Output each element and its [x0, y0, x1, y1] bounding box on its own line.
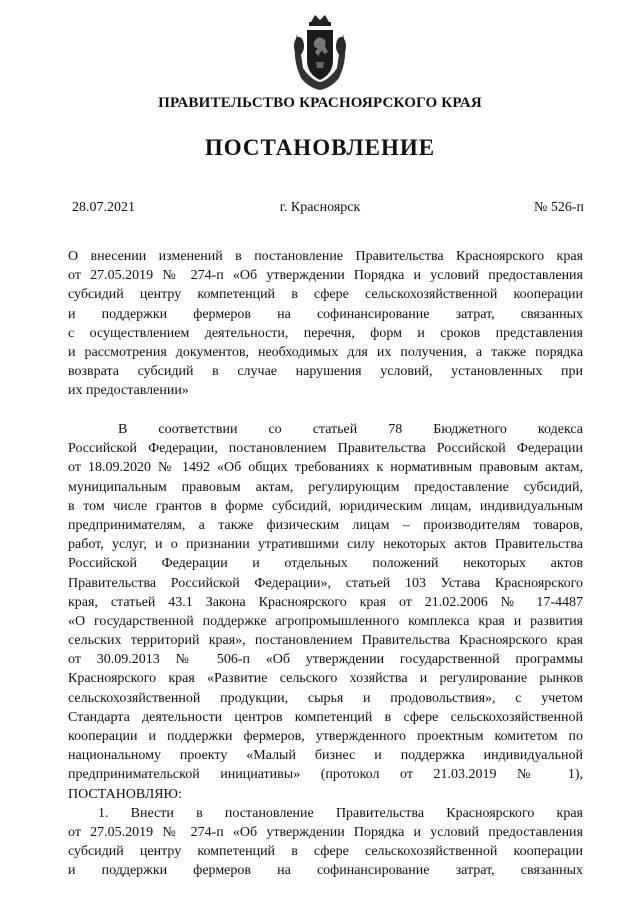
subject-line: возврата субсидий в случае нарушения условий, установленных при: [68, 364, 583, 380]
document-city: г. Красноярск: [279, 200, 361, 215]
body-line: ПОСТАНОВЛЯЮ:: [68, 786, 182, 802]
body-line: предпринимательской инициативы» (протокол от 21.03.2019 № 1),: [68, 767, 583, 783]
body-line: предпринимателям, а также физическим лицам – производителям товаров,: [68, 517, 583, 533]
document-date: 28.07.2021: [72, 200, 135, 215]
subject-line: субсидий центру компетенций в сфере сельскохозяйственной кооперации: [68, 287, 583, 303]
body-line: сельских территорий края», постановлением Правительства Красноярского края: [68, 633, 583, 649]
body-line: в том числе грантов в форме субсидий, юридическим лицам, индивидуальным: [68, 498, 583, 514]
subject-line: с осуществлением деятельности, перечня, форм и сроков представления: [68, 325, 583, 341]
subject-line: О внесении изменений в постановление Правительства Красноярского края: [68, 249, 583, 264]
body-line: сельскохозяйственной продукции, сырья и продовольствия», с учетом: [68, 690, 583, 706]
body-line: Стандарта деятельности центров компетенций в сфере сельскохозяйственной: [68, 709, 583, 725]
body-line: В соответствии со статьей 78 Бюджетного кодекса: [118, 422, 583, 437]
body-line: Российской Федерации и отдельных положений некоторых актов: [68, 556, 583, 572]
subject-line: их предоставлении»: [68, 383, 189, 399]
body-line: 1. Внести в постановление Правительства Красноярского края: [98, 805, 583, 821]
body-line: национальному проекту «Малый бизнес и поддержка индивидуальной: [68, 748, 583, 764]
body-line: от 27.05.2019 № 274-п «Об утверждении Порядка и условий предоставления: [68, 824, 583, 840]
body-line: кооперации и поддержки фермеров, утвержденного проектным комитетом по: [68, 729, 583, 744]
body-line: «О государственной поддержке агропромышленного комплекса края и развития: [68, 613, 583, 629]
subject-line: и рассмотрения документов, необходимых для их получения, а также порядка: [68, 344, 583, 360]
body-line: Правительства Российской Федерации», статьей 103 Устава Красноярского: [68, 575, 583, 591]
document-number: № 526-п: [533, 200, 584, 215]
body-line: субсидий центру компетенций в сфере сельскохозяйственной кооперации: [68, 844, 583, 860]
body-line: края, статьей 43.1 Закона Красноярского края от 21.02.2006 № 17-4487: [68, 594, 583, 610]
subject-block: [68, 247, 583, 401]
subject-line: от 27.05.2019 № 274-п «Об утверждении Порядка и условий предоставления: [68, 268, 583, 284]
body-line: и поддержки фермеров на софинансирование затрат, связанных: [68, 863, 583, 879]
subject-line: и поддержки фермеров на софинансирование затрат, связанных: [68, 306, 583, 322]
organization-name: ПРАВИТЕЛЬСТВО КРАСНОЯРСКОГО КРАЯ: [158, 95, 482, 111]
body-line: работ, услуг, и о признании утратившими силу некоторых актов Правительства: [68, 537, 583, 553]
body-line: Российской Федерации, постановлением Правительства Российской Федерации: [68, 441, 583, 457]
body-line: от 18.09.2020 № 1492 «Об общих требованиях к нормативным правовым актам,: [68, 460, 583, 476]
document-type-title: ПОСТАНОВЛЕНИЕ: [204, 135, 436, 160]
body-line: Красноярского края «Развитие сельского хозяйства и регулирование рынков: [68, 671, 583, 687]
body-line: муниципальным правовым актам, регулирующим предоставление субсидий,: [68, 479, 583, 495]
body-line: от 30.09.2013 № 506-п «Об утверждении государственной программы: [68, 652, 583, 668]
body-block: [68, 420, 583, 881]
coat-of-arms-icon: [289, 12, 351, 92]
